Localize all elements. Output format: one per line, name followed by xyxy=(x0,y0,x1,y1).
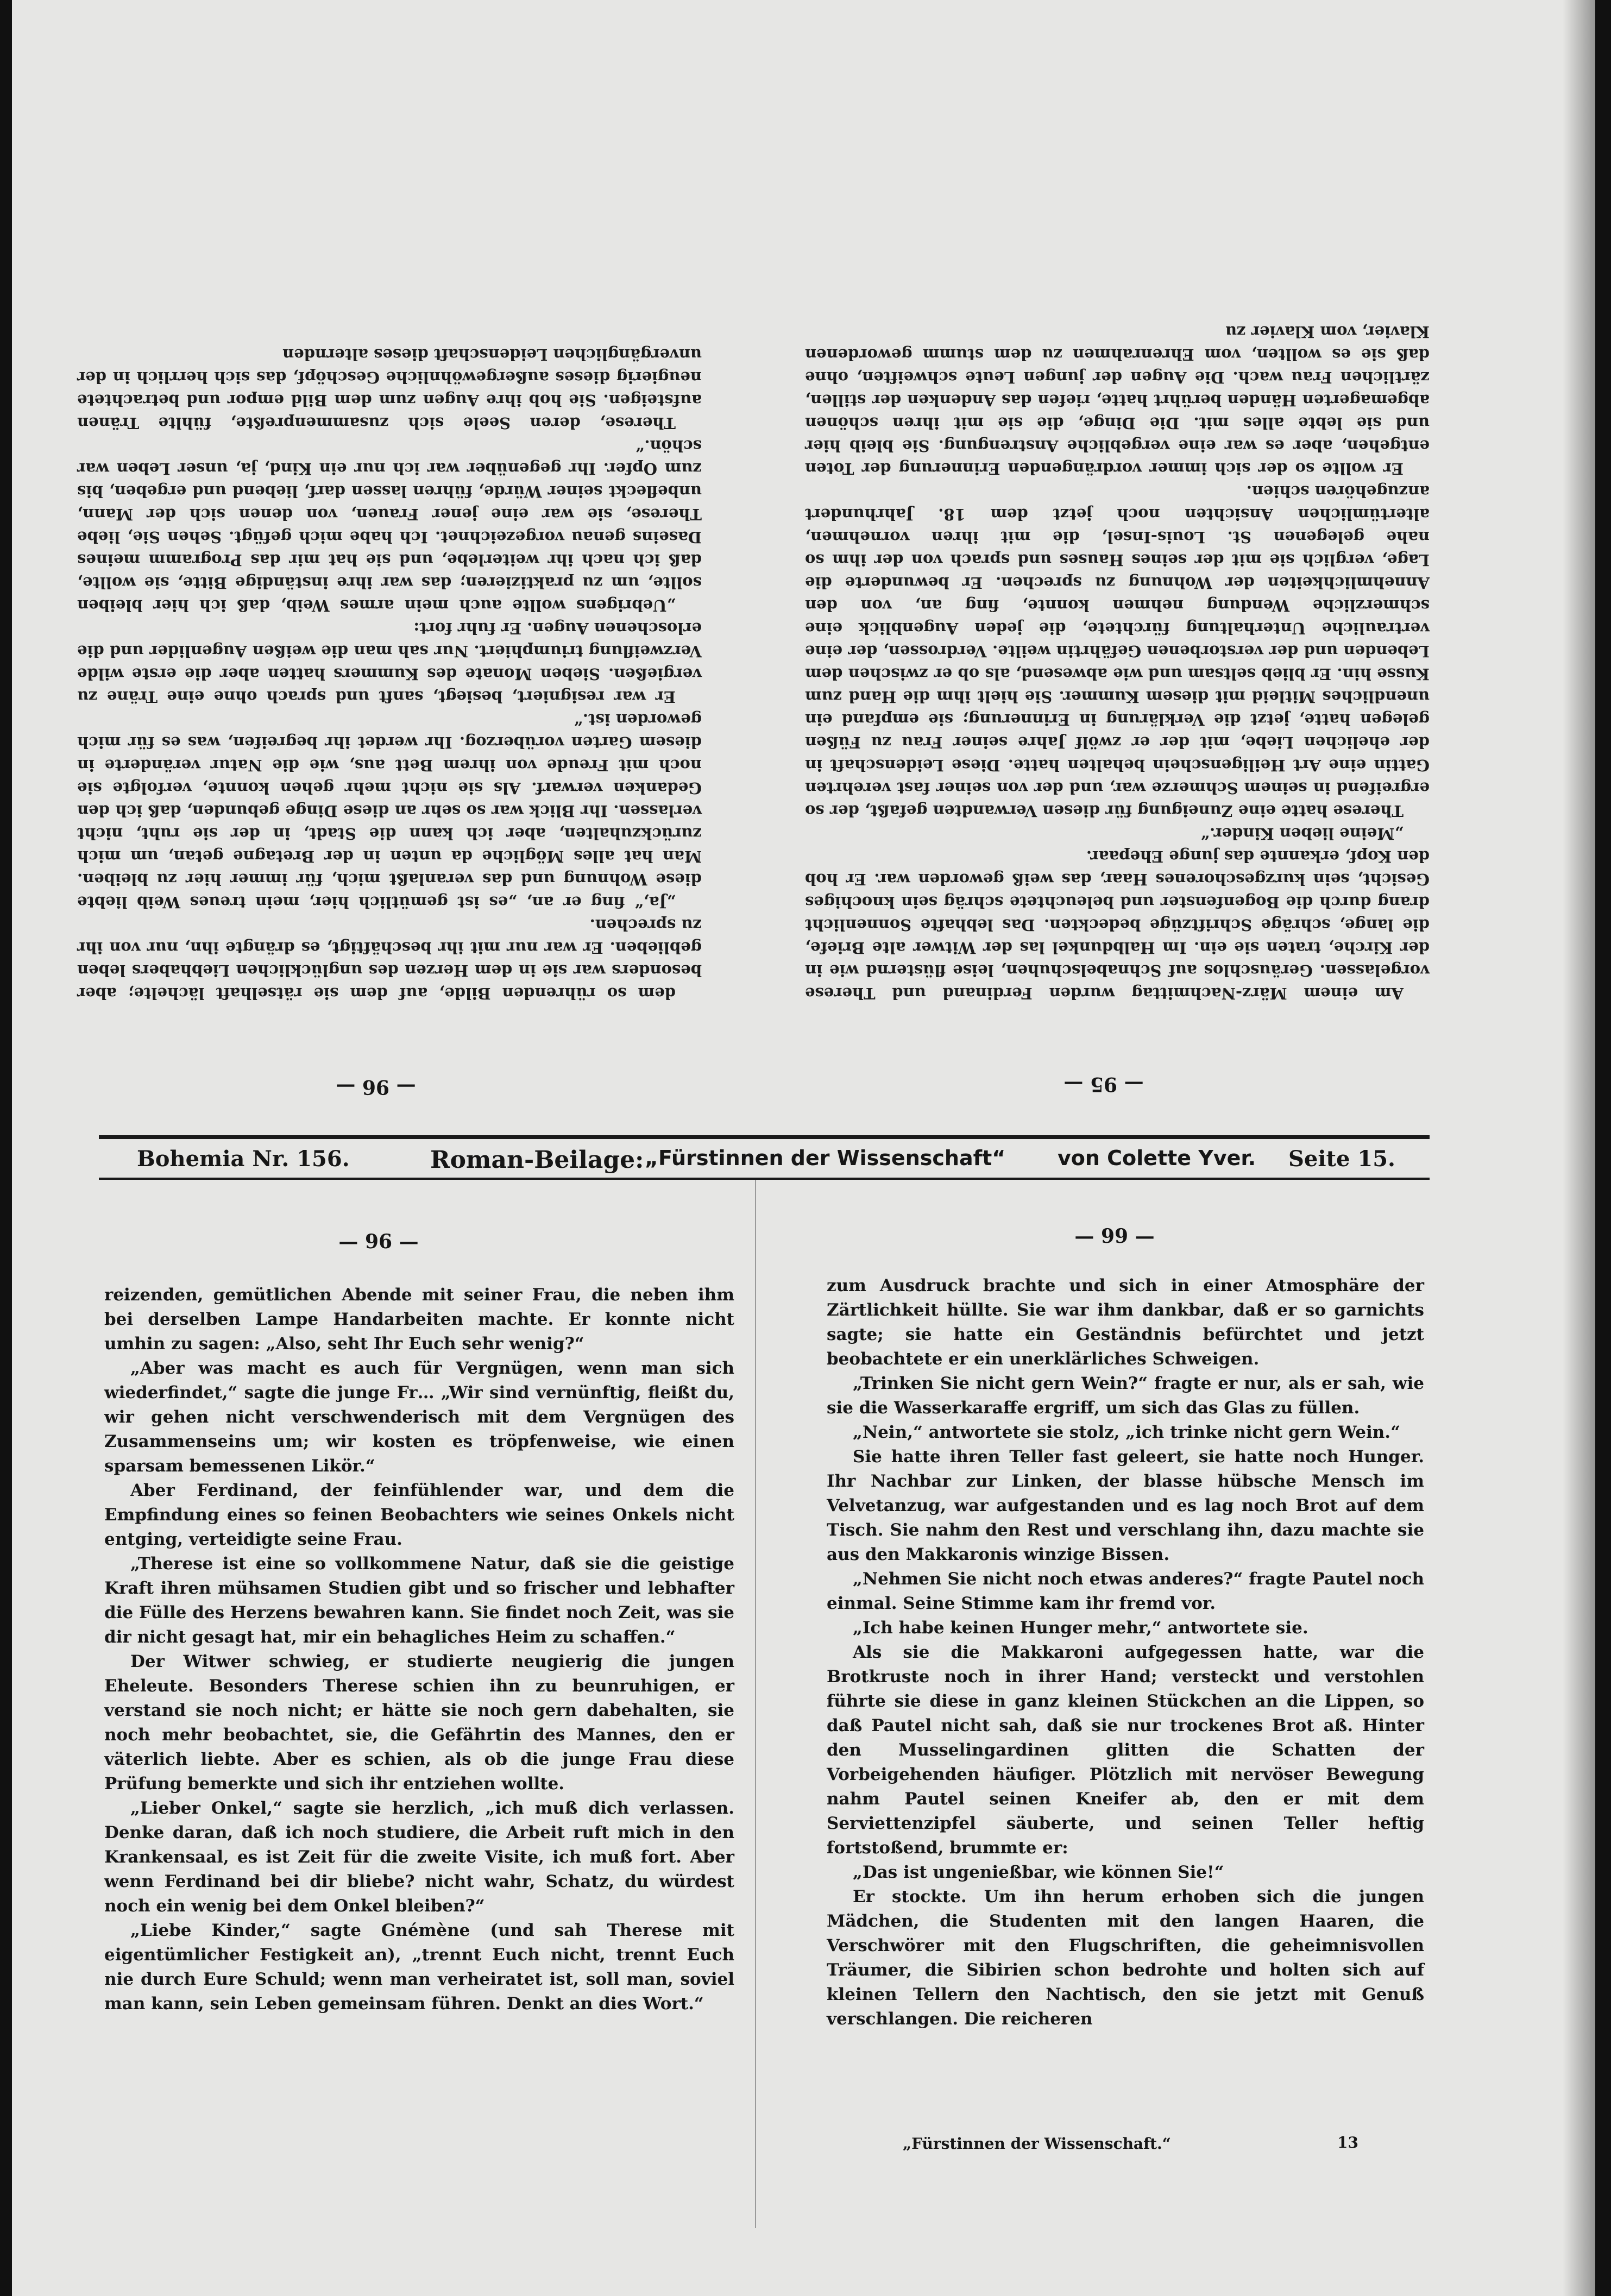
paragraph: Sie hatte ihren Teller fast geleert, sie hatte noch Hunger. Ihr Nachbar zur Linken, der blasse hübsche Mensch im Velvetanzug, war aufgestanden und es lag noch Brot auf dem Tisch. Sie nahm den Rest und verschlang ihn, dazu machte sie aus den Makkaronis winzige Bissen. xyxy=(827,1447,1424,1564)
upside-down-paragraph: Am einem März-Nachmittag wurden Ferdinand und Therese vorgelassen. Geräuschlos auf Schnabelschuhen, leise flüsternd wie in der Kirche, traten sie ein. Im Halbdunkel las der Witwer alte Briefe, die lange, schräge Schriftzüge bedeckten. Das lebhafte Sonnenlicht drang durch die Bogenfenster und beleuchtete schräg sein knochiges Gesicht, sein kurzgeschorenes Haar, das weiß geworden war. Er hob den Kopf, erkannte das junge Ehepaar. xyxy=(805,847,1430,1003)
paragraph: reizenden, gemütlichen Abende mit seiner Frau, die neben ihm bei derselben Lampe Handarbeiten machte. Er konnte nicht umhin zu sagen: „Also, seht Ihr Euch sehr wenig?“ xyxy=(104,1285,734,1354)
upside-down-column-right xyxy=(805,152,1430,1005)
paragraph: „Liebe Kinder,“ sagte Gnémène (und sah Therese mit eigentümlicher Festigkeit an), „trennt Euch nicht, trennt Euch nie durch Eure Schuld; wenn man verheiratet ist, soll man, soviel man kann, sein Leben gemeinsam führen. Denkt an dies Wort.“ xyxy=(104,1921,734,2014)
upside-down-paragraph: dem so rührenden Bilde, auf dem sie rätselhaft lächelte; aber besonders war sie in dem Herzen des unglücklichen Liebhabers leben geblieben. Er war nur mit ihr beschäftigt, es drängte ihn, nur von ihr zu sprechen. xyxy=(77,916,702,1003)
paragraph: Der Witwer schwieg, er studierte neugierig die jungen Eheleute. Besonders Therese schien ihn zu beunruhigen, er verstand sie noch nicht; er hätte sie noch gern dabehalten, sie noch mehr beobachtet, sie, die Gefährtin des Mannes, den er väterlich liebte. Aber es schien, als ob die junge Frau diese Prüfung bemerkte und sich ihr entziehen wollte. xyxy=(104,1652,734,1794)
paragraph: „Trinken Sie nicht gern Wein?“ fragte er nur, als er sah, wie sie die Wasserkaraffe ergriff, um sich das Glas zu füllen. xyxy=(827,1374,1424,1418)
upside-down-paragraph: „Ja,“ fing er an, „es ist gemütlich hier, mein treues Weib liebte diese Wohnung und das veranlaßt mich, für immer hier zu bleiben. Man hat alles Mögliche da unten in der Bretagne getan, um mich zurückzuhalten, aber ich kann die Stadt, in der sie ruht, nicht verlassen. Ihr Blick war so sehr an diese Dinge gebunden, daß ich den Gedanken verwarf. Als sie nicht mehr gehen konnte, verfolgte sie noch mit Freude von ihrem Bett aus, wie die Natur veränderte in diesem Garten vorüberzog. Ihr werdet ihr begreifen, was es für mich geworden ist.“ xyxy=(77,710,702,911)
paragraph: „Therese ist eine so vollkommene Natur, daß sie die geistige Kraft ihren mühsamen Studien gibt und so frischer und lebhafter die Fülle des Herzens bewahren kann. Sie findet noch Zeit, was sie dir nicht gesagt hat, mir ein behagliches Heim zu schaffen.“ xyxy=(104,1554,734,1647)
text-column-left xyxy=(104,1283,734,2163)
header-issue: Bohemia Nr. 156. xyxy=(137,1146,350,1172)
paragraph: „Nein,“ antwortete sie stolz, „ich trinke nicht gern Wein.“ xyxy=(853,1423,1400,1442)
paragraph: „Lieber Onkel,“ sagte sie herzlich, „ich muß dich verlassen. Denke daran, daß ich noch studiere, die Arbeit ruft mich in den Krankensaal, es ist Zeit für die zweite Visite, ich muß fort. Aber wenn Ferdinand bei dir bliebe? nicht wahr, Schatz, du würdest noch ein wenig bei dem Onkel bleiben?“ xyxy=(104,1798,734,1916)
newspaper-page xyxy=(12,0,1595,2296)
footer-page-number: 13 xyxy=(1337,2134,1358,2152)
upside-down-paragraph: Therese, deren Seele sich zusammenpreßte, fühlte Tränen aufsteigen. Sie hob ihre Augen zum dem Bild empor und betrachtete neugierig dieses außergewöhnliche Geschöpf, das sich herrlich in der unvergänglichen Leidenschaft dieses alternden xyxy=(77,345,702,432)
upside-down-paragraph: „Uebrigens wollte auch mein armes Weib, daß ich hier bleiben sollte, um zu praktizieren; das war ihre inständige Bitte, sie wollte, daß ich nach ihr weiterlebe, und sie hat mir das Programm meines Daseins genau vorgezeichnet. Ich habe mich gefügt. Sehen Sie, liebe Therese, sie war eine jener Frauen, von denen sich der Mann, unbefleckt seiner Würde, führen lassen darf, liebend und ergeben, bis zum Opfer. Ihr gegenüber war ich nur ein Kind, ja, unser Leben war schön.“ xyxy=(77,437,702,615)
header-rule-top xyxy=(99,1135,1430,1139)
page-edge-shadow xyxy=(1563,0,1595,2296)
header-page: Seite 15. xyxy=(1288,1146,1395,1172)
page-number-left: — 96 — xyxy=(338,1230,419,1253)
header-rule-bottom xyxy=(99,1178,1430,1180)
text-column-right xyxy=(827,1274,1424,2121)
header-section: Roman-Beilage: xyxy=(430,1146,644,1174)
column-divider xyxy=(755,1180,756,2228)
upside-down-paragraph: Er wollte so der sich immer vordrängenden Erinnerung der Toten entgehen, aber es war eine vergebliche Anstrengung. Sie bleib hier und sie lebte alles mit. Die Dinge, die sie mit ihren schönen abgemagerten Händen berührt hatte, riefen das Andenken der stillen, zärtlichen Frau wach. Die Augen der jungen Leute schweiften, ohne daß sie es wollten, vom Ehrenrahmen zu dem stumm gewordenen Klavier, vom Klavier zu xyxy=(805,323,1430,478)
paragraph: Er stockte. Um ihn herum erhoben sich die jungen Mädchen, die Studenten mit den langen Haaren, die Verschwörer mit den Flugschriften, die geheimnisvollen Träumer, die Sibirien schon bedrohte und holten sich auf kleinen Tellern den Nachtisch, den sie jetzt mit Genuß verschlangen. Die reicheren xyxy=(827,1887,1424,2029)
upside-down-paragraph: Therese hatte eine Zuneigung für diesen Verwandten gefaßt, der so ergreifend in seinem Schmerze war, und der von seiner fast verehrten Gattin eine Art Heiligenschein behalten hatte. Diese Leidenschaft in der ehelichen Liebe, mit der er zwölf Jahre seiner Frau zu Füßen gelegen hatte, jetzt die Verklärung in Erinnerung; sie empfand ein unendliches Mitleid mit diesem Kummer. Sie hielt ihm die Hand zum Kusse hin. Er blieb seltsam und wie abwesend, als ob er zwischen dem Lebenden und der verstorbenen Gefährtin weilte. Verdrossen, der eine vertrauliche Unterhaltung fürchtete, die jeden Augenblick eine schmerzliche Wendung nehmen konnte, fing an, von den Annehmlichkeiten der Wohnung zu sprechen. Er bewunderte die Lage, verglich sie mit der seines Hauses und sprach von der ihm so nahe gelegenen St. Louis-Insel, die mit ihren vornehmen, altertümlichen Ansichten noch jetzt dem 18. Jahrhundert anzugehören schien. xyxy=(805,482,1430,820)
paragraph: zum Ausdruck brachte und sich in einer Atmosphäre der Zärtlichkeit hüllte. Sie war ihm dankbar, daß er so garnichts sagte; sie hatte ein Geständnis befürchtet und jetzt beobachtete er ein unerklärliches Schweigen. xyxy=(827,1276,1424,1369)
paragraph: „Nehmen Sie nicht noch etwas anderes?“ fragte Pautel noch einmal. Seine Stimme kam ihr fremd vor. xyxy=(827,1569,1424,1613)
footer-running-title: „Fürstinnen der Wissenschaft.“ xyxy=(903,2135,1171,2153)
upside-down-page-number-left: — 96 — xyxy=(336,1075,416,1098)
upside-down-column-left xyxy=(77,152,702,1005)
paragraph: Als sie die Makkaroni aufgegessen hatte, war die Brotkruste noch in ihrer Hand; versteckt und verstohlen führte sie diese in ganz kleinen Stückchen an die Lippen, so daß Pautel nicht sah, daß sie nur trockenes Brot aß. Hinter den Musselingardinen glitten die Schatten der Vorbeigehenden häufiger. Plötzlich mit nervöser Bewegung nahm Pautel seinen Kneifer ab, den er mit dem Serviettenzipfel säuberte, und seinen Teller heftig fortstoßend, brummte er: xyxy=(827,1643,1424,1858)
paragraph: „Ich habe keinen Hunger mehr,“ antwortete sie. xyxy=(853,1618,1308,1638)
upside-down-paragraph: „Meine lieben Kinder.“ xyxy=(1200,825,1404,843)
upside-down-page-number-right: — 95 — xyxy=(1063,1073,1144,1096)
header-title: „Fürstinnen der Wissenschaft“ xyxy=(645,1146,1006,1170)
paragraph: „Aber was macht es auch für Vergnügen, wenn man sich wiederfindet,“ sagte die junge Fr… „Wir sind vernünftig, fleißt du, wir gehen nicht verschwenderisch mit dem Vergnügen des Zusammenseins um; wir kosten es tröpfenweise, wie einen sparsam bemessenen Likör.“ xyxy=(104,1358,734,1476)
upside-down-paragraph: Er war resigniert, besiegt, sanft und sprach ohne eine Träne zu vergießen. Sieben Monate des Kummers hatten aber die erste wilde Verzweiflung triumphiert. Nur sah man die weißen Augenlider und die erloschenen Augen. Er fuhr fort: xyxy=(77,619,702,706)
paragraph: „Das ist ungenießbar, wie können Sie!“ xyxy=(853,1863,1224,1882)
paragraph: Aber Ferdinand, der feinfühlender war, und dem die Empfindung eines so feinen Beobachters wie seines Onkels nicht entging, verteidigte seine Frau. xyxy=(104,1481,734,1549)
page-number-right: — 99 — xyxy=(1074,1225,1155,1248)
header-author: von Colette Yver. xyxy=(1058,1146,1256,1170)
newspaper-header xyxy=(104,1146,1430,1177)
